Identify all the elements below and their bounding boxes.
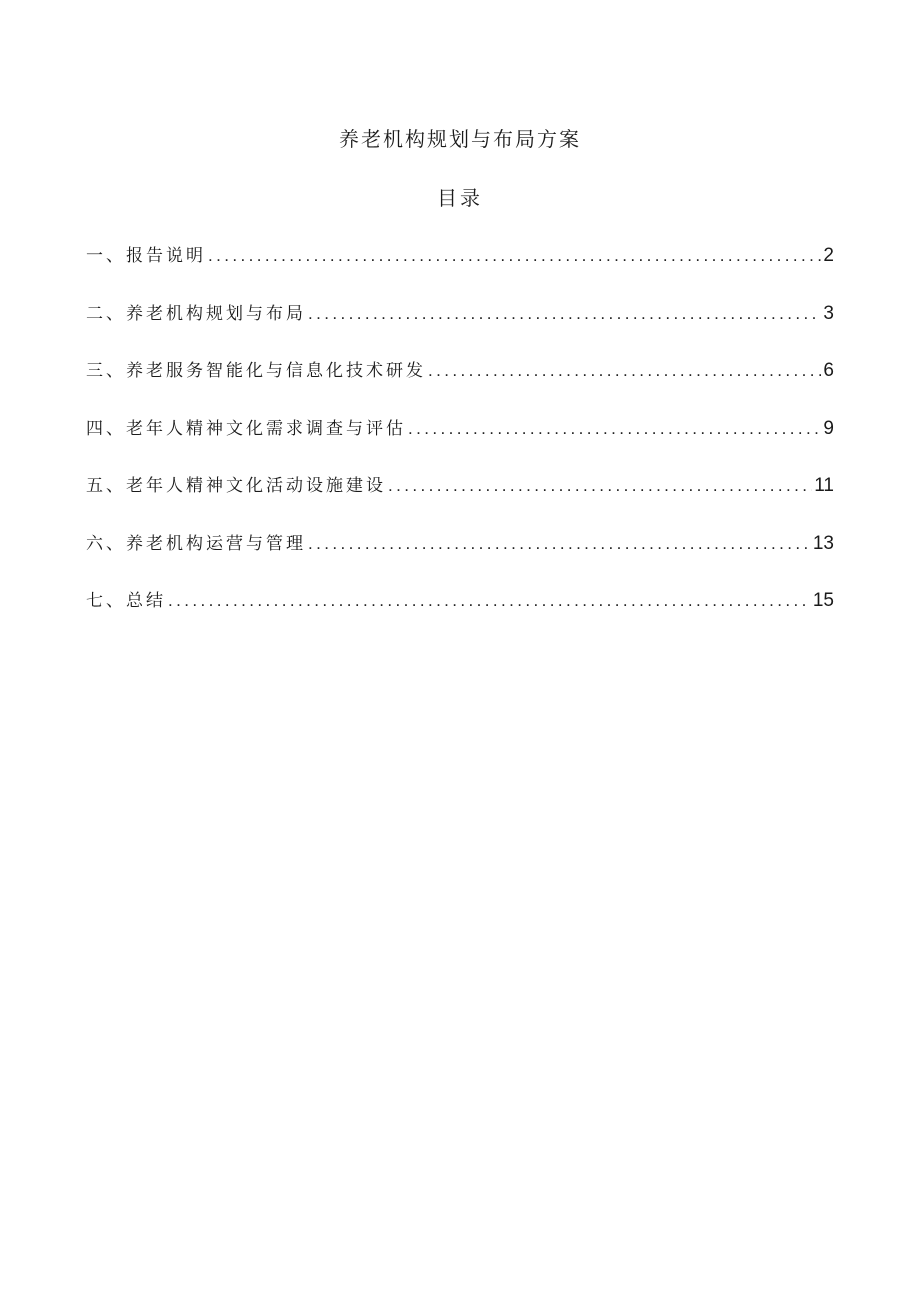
toc-dot-leader	[408, 413, 821, 445]
toc-dot-leader	[308, 528, 811, 560]
toc-entry-summary[interactable]	[86, 585, 834, 643]
toc-dot-leader	[388, 470, 812, 502]
toc-dot-leader	[168, 585, 811, 617]
toc-entry-page-number: 6	[823, 360, 834, 381]
document-title: 养老机构规划与布局方案	[339, 127, 581, 151]
table-of-contents	[86, 240, 834, 643]
toc-entry-facility-construction[interactable]	[86, 470, 834, 528]
toc-entry-smart-services[interactable]	[86, 355, 834, 413]
toc-entry-label: 一、报告说明	[86, 246, 206, 266]
toc-entry-label: 三、养老服务智能化与信息化技术研发	[86, 361, 426, 381]
toc-entry-report-description[interactable]	[86, 240, 834, 298]
toc-entry-label: 二、养老机构规划与布局	[86, 303, 306, 324]
toc-entry-page-number: 15	[812, 590, 834, 611]
toc-entry-operations-management[interactable]	[86, 528, 834, 586]
toc-entry-needs-survey[interactable]	[86, 413, 834, 471]
toc-entry-planning-layout[interactable]	[86, 298, 834, 356]
toc-heading: 目录	[437, 186, 483, 210]
toc-entry-label: 七、总结	[86, 591, 166, 611]
toc-entry-label: 六、养老机构运营与管理	[86, 533, 306, 554]
toc-dot-leader	[308, 298, 821, 330]
toc-entry-page-number: 2	[823, 245, 834, 266]
toc-entry-page-number: 9	[823, 417, 834, 439]
toc-entry-label: 四、老年人精神文化需求调查与评估	[86, 418, 406, 439]
toc-entry-label: 五、老年人精神文化活动设施建设	[86, 476, 386, 496]
toc-dot-leader	[208, 240, 821, 272]
toc-entry-page-number: 13	[812, 532, 834, 554]
toc-entry-page-number: 3	[823, 302, 834, 324]
toc-dot-leader	[428, 355, 821, 387]
toc-entry-page-number: 11	[814, 475, 834, 496]
